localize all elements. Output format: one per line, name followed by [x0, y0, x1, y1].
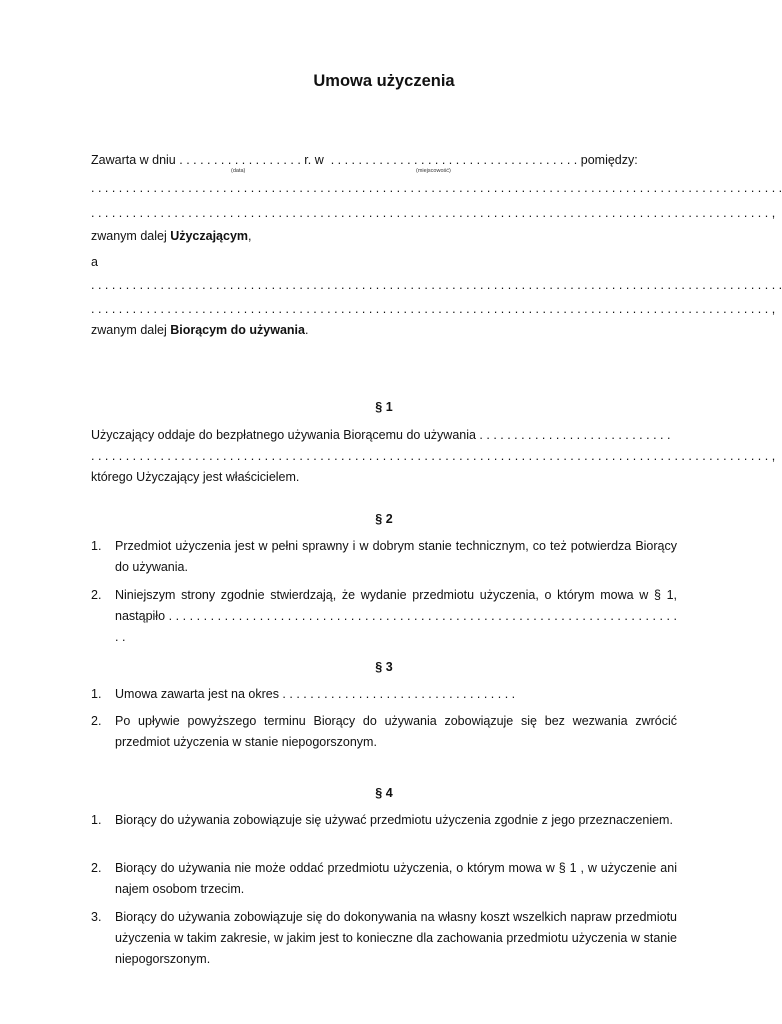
section-1-line-2: . . . . . . . . . . . . . . . . . . . . . . . . . . . . . . . . . . . . . . . . . . . . . . . . . . . . . . . . . . . . . . . . . . . . . . . . . . . . . . . . . . . . . . . . . . . . . . . . . . ,: [91, 449, 776, 463]
pomiedzy-label: pomiędzy:: [580, 153, 638, 167]
date-dots: . . . . . . . . . . . . . . . . . .: [179, 153, 301, 167]
section-4-item-1: [91, 810, 677, 831]
section-3-item-2: [91, 711, 677, 753]
party1-dots-line-1: . . . . . . . . . . . . . . . . . . . . . . . . . . . . . . . . . . . . . . . . . . . . . . . . . . . . . . . . . . . . . . . . . . . . . . . . . . . . . . . . . . . . . . . . . . . . . . . . . . . .: [91, 181, 782, 195]
item-text: Biorący do używania nie może oddać przedmiotu użyczenia, o którym mowa w § 1 , w użyczenie ani najem osobom trzecim.: [115, 861, 677, 896]
item-number: 2.: [91, 714, 102, 728]
zawarta-label: Zawarta w dniu: [91, 153, 176, 167]
party1-name: Użyczającym: [170, 229, 249, 243]
section-2-item-1: [91, 536, 677, 578]
item-number: 2.: [91, 861, 102, 875]
item-number: 1.: [91, 813, 102, 827]
item-number: 2.: [91, 588, 102, 602]
section-3-heading: § 3: [375, 660, 393, 674]
contract-date-line: [91, 152, 676, 168]
item-number: 1.: [91, 687, 102, 701]
party1-suffix: ,: [248, 229, 252, 243]
party2-suffix: .: [304, 323, 309, 337]
section-1-heading: § 1: [375, 400, 393, 414]
section-1-line-1: Użyczający oddaje do bezpłatnego używania Biorącemu do używania . . . . . . . . . . . . . . . . . . . . . . . . . . . .: [91, 428, 671, 442]
section-4-item-3: [91, 907, 677, 970]
item-number: 3.: [91, 910, 102, 924]
item-text: Po upływie powyższego terminu Biorący do używania zobowiązuje się bez wezwania zwrócić przedmiot użyczenia w stanie niepogorszonym.: [115, 714, 677, 749]
party2-dots-line-2: . . . . . . . . . . . . . . . . . . . . . . . . . . . . . . . . . . . . . . . . . . . . . . . . . . . . . . . . . . . . . . . . . . . . . . . . . . . . . . . . . . . . . . . . . . . . . . . . . . ,: [91, 302, 776, 316]
item-text: Niniejszym strony zgodnie stwierdzają, że wydanie przedmiotu użyczenia, o którym mowa w § 1, nastąpiło . . . . . . . . . . . . . . . . . . . . . . . . . . . . . . . . . . . . . . . . . . . . . . . . . . . . . . . . . . . . . . . . . . . . . . . . . . .: [115, 588, 677, 644]
document-title: Umowa użyczenia: [313, 72, 455, 90]
place-dots: . . . . . . . . . . . . . . . . . . . . . . . . . . . . . . . . . . . .: [330, 153, 578, 167]
section-3-item-1: [91, 684, 677, 705]
item-text: Umowa zawarta jest na okres . . . . . . . . . . . . . . . . . . . . . . . . . . . . . . . . . .: [115, 687, 516, 701]
party1-prefix: zwanym dalej: [91, 229, 171, 243]
party2-role-line: [91, 322, 676, 338]
party1-dots-line-2: . . . . . . . . . . . . . . . . . . . . . . . . . . . . . . . . . . . . . . . . . . . . . . . . . . . . . . . . . . . . . . . . . . . . . . . . . . . . . . . . . . . . . . . . . . . . . . . . . . ,: [91, 206, 776, 220]
item-text: Przedmiot użyczenia jest w pełni sprawny i w dobrym stanie technicznym, co też potwierdza Biorący do używania.: [115, 539, 677, 574]
item-number: 1.: [91, 539, 102, 553]
rw-label: r. w: [304, 153, 324, 167]
date-hint: (data): [231, 168, 246, 174]
item-text: Biorący do używania zobowiązuje się używać przedmiotu użyczenia zgodnie z jego przeznaczeniem.: [115, 813, 673, 827]
and-label: a: [91, 255, 98, 269]
party1-role-line: [91, 228, 676, 244]
section-2-heading: § 2: [375, 512, 393, 526]
party2-prefix: zwanym dalej: [91, 323, 171, 337]
section-4-item-2: [91, 858, 677, 900]
section-4-heading: § 4: [375, 786, 393, 800]
section-2-item-2: [91, 585, 677, 644]
party2-dots-line-1: . . . . . . . . . . . . . . . . . . . . . . . . . . . . . . . . . . . . . . . . . . . . . . . . . . . . . . . . . . . . . . . . . . . . . . . . . . . . . . . . . . . . . . . . . . . . . . . . . . . .: [91, 278, 782, 292]
place-hint: (miejscowość): [416, 168, 451, 174]
section-1-line-3: którego Użyczający jest właścicielem.: [91, 470, 300, 484]
item-text: Biorący do używania zobowiązuje się do dokonywania na własny koszt wszelkich napraw przedmiotu użyczenia w takim zakresie, w jakim jest to konieczne dla zachowania przedmiotu użyczenia w stanie niepogorszonym.: [115, 910, 677, 966]
party2-name: Biorącym do używania: [170, 323, 305, 337]
